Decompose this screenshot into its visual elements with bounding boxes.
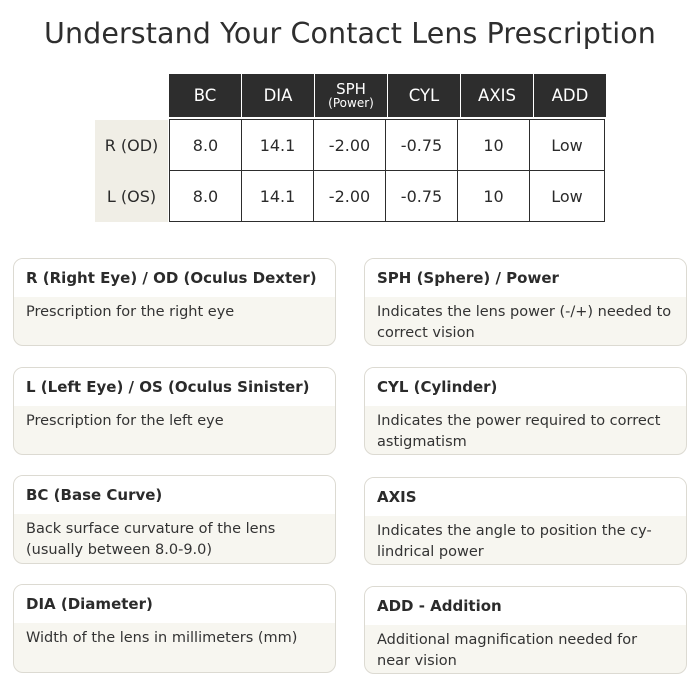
- card-title: R (Right Eye) / OD (Oculus Dexter): [14, 259, 335, 297]
- card-description: Prescription for the right eye: [26, 304, 235, 320]
- card-addition: [364, 586, 687, 674]
- cell-right-axis: 10: [457, 119, 530, 171]
- cell-right-add: Low: [529, 119, 605, 171]
- card-description: Additional magnification needed for near vision: [377, 632, 638, 669]
- cell-left-add: Low: [529, 170, 605, 222]
- card-sphere: [364, 258, 687, 346]
- card-diameter: [13, 584, 336, 673]
- row-label-left: L (OS): [95, 171, 168, 222]
- card-title: CYL (Cylinder): [365, 368, 686, 406]
- cell-right-dia: 14.1: [241, 119, 314, 171]
- page-title: Understand Your Contact Lens Prescription: [44, 17, 656, 50]
- header-sph: SPH (Power): [315, 74, 387, 117]
- header-add: ADD: [534, 74, 606, 117]
- card-description: Width of the lens in millimeters (mm): [26, 630, 298, 646]
- card-title: DIA (Diameter): [14, 585, 335, 623]
- header-axis: AXIS: [461, 74, 533, 117]
- cell-left-cyl: -0.75: [385, 170, 458, 222]
- header-dia: DIA: [242, 74, 314, 117]
- card-description: Indicates the power required to correct astigmatism: [377, 413, 661, 450]
- card-left-eye: [13, 367, 336, 455]
- card-cylinder: [364, 367, 687, 455]
- card-base-curve: [13, 475, 336, 564]
- card-title: ADD - Addition: [365, 587, 686, 625]
- card-description: Prescription for the left eye: [26, 413, 224, 429]
- cell-left-bc: 8.0: [169, 170, 242, 222]
- header-cyl: CYL: [388, 74, 460, 117]
- card-right-eye: [13, 258, 336, 346]
- card-title: L (Left Eye) / OS (Oculus Sinister): [14, 368, 335, 406]
- card-description: Back surface curvature of the lens (usually between 8.0-9.0): [26, 521, 276, 558]
- row-label-right: R (OD): [95, 120, 168, 171]
- cell-right-sph: -2.00: [313, 119, 386, 171]
- cell-right-bc: 8.0: [169, 119, 242, 171]
- cell-left-axis: 10: [457, 170, 530, 222]
- card-title: BC (Base Curve): [14, 476, 335, 514]
- card-title: SPH (Sphere) / Power: [365, 259, 686, 297]
- card-description: Indicates the angle to position the cy-lindrical power: [377, 523, 652, 560]
- header-bc: BC: [169, 74, 241, 117]
- cell-left-dia: 14.1: [241, 170, 314, 222]
- card-title: AXIS: [365, 478, 686, 516]
- card-axis: [364, 477, 687, 565]
- cell-right-cyl: -0.75: [385, 119, 458, 171]
- card-description: Indicates the lens power (-/+) needed to correct vision: [377, 304, 672, 341]
- cell-left-sph: -2.00: [313, 170, 386, 222]
